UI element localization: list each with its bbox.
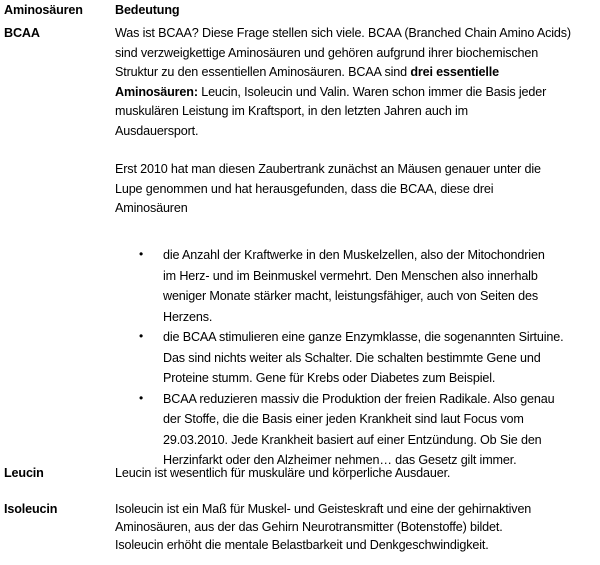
row-content-bcaa xyxy=(115,24,600,467)
text-run: muskulären Leistung im Kraftsport, in den letzten Jahren auch im xyxy=(115,104,469,118)
text-line: Isoleucin ist ein Maß für Muskel- und Geisteskraft und eine der gehirnaktiven xyxy=(115,502,532,516)
list-item xyxy=(115,327,600,389)
bcaa-paragraph-2 xyxy=(115,160,600,219)
row-label-leucin: Leucin xyxy=(4,466,44,480)
text-line: die BCAA stimulieren eine ganze Enzymklasse, die sogenannten Sirtuine. xyxy=(163,330,564,344)
text-line: Proteine stumm. Gene für Krebs oder Diabetes zum Beispiel. xyxy=(163,371,496,385)
row-label-bcaa: BCAA xyxy=(4,26,40,40)
bullet-icon: • xyxy=(139,329,144,343)
text-line: Leucin ist wesentlich für muskuläre und körperliche Ausdauer. xyxy=(115,466,451,480)
text-run: Struktur zu den essentiellen Aminosäuren. BCAA sind xyxy=(115,65,411,79)
text-run: sind verzweigkettige Aminosäuren und gehören aufgrund ihrer biochemischen xyxy=(115,45,539,60)
list-item-text xyxy=(163,327,600,389)
row-content-leucin xyxy=(115,464,600,484)
text-line: weniger Monate stärker macht, leistungsfähiger, auch von Seiten des xyxy=(163,289,538,303)
text-line xyxy=(115,122,600,142)
text-run: Leucin, Isoleucin und Valin. Waren schon immer die Basis jeder xyxy=(197,84,547,99)
text-line: im Herz- und im Beinmuskel vermehrt. Den Menschen also innerhalb xyxy=(163,268,538,283)
row-label-isoleucin: Isoleucin xyxy=(4,502,58,516)
bold-text-drei-essentielle: drei essentielle xyxy=(410,65,499,79)
text-line: 29.03.2010. Jede Krankheit basiert auf einer Entzündung. Ob Sie den xyxy=(163,432,542,447)
text-line: Herzinfarkt oder den Alzheimer nehmen… das Gesetz gilt immer. xyxy=(163,453,517,467)
bcaa-bullet-list xyxy=(115,245,600,471)
text-line: Aminosäuren xyxy=(115,201,188,215)
text-line: BCAA reduzieren massiv die Produktion der freien Radikale. Also genau xyxy=(163,391,555,406)
list-item xyxy=(115,389,600,471)
header-aminosaeuren: Aminosäuren xyxy=(4,3,83,17)
row-content-isoleucin xyxy=(115,500,600,554)
bold-text-aminosaeuren: Aminosäuren: xyxy=(115,84,198,99)
list-item-text xyxy=(163,389,600,471)
text-line: die Anzahl der Kraftwerke in den Muskelzellen, also der Mitochondrien xyxy=(163,248,545,262)
text-line xyxy=(115,83,600,103)
bullet-icon: • xyxy=(139,390,144,405)
text-run: Ausdauersport. xyxy=(115,123,199,138)
text-line: Das sind nichts weiter als Schalter. Die schalten bestimmte Gene und xyxy=(163,350,541,365)
header-bedeutung: Bedeutung xyxy=(115,3,180,17)
text-line: Lupe genommen und hat herausgefunden, dass die BCAA, diese drei xyxy=(115,181,494,196)
text-line xyxy=(115,102,600,122)
text-line xyxy=(115,63,600,83)
text-line: der Stoffe, die die Basis einer jeden Krankheit sind laut Focus vom xyxy=(163,412,524,426)
text-run: Was ist BCAA? Diese Frage stellen sich viele. BCAA (Branched Chain Amino Acids) xyxy=(115,26,571,40)
text-line: Erst 2010 hat man diesen Zaubertrank zunächst an Mäusen genauer unter die xyxy=(115,162,541,176)
list-item xyxy=(115,245,600,327)
text-line: Isoleucin erhöht die mentale Belastbarkeit und Denkgeschwindigkeit. xyxy=(115,538,489,552)
list-item-text xyxy=(163,245,600,327)
text-line xyxy=(115,24,600,44)
bcaa-paragraph-1 xyxy=(115,24,600,141)
text-line: Aminosäuren, aus der das Gehirn Neurotransmitter (Botenstoffe) bildet. xyxy=(115,520,503,534)
text-line xyxy=(115,44,600,64)
text-line: Herzens. xyxy=(163,309,213,324)
bullet-icon: • xyxy=(139,247,144,261)
table-header-row xyxy=(0,0,600,20)
